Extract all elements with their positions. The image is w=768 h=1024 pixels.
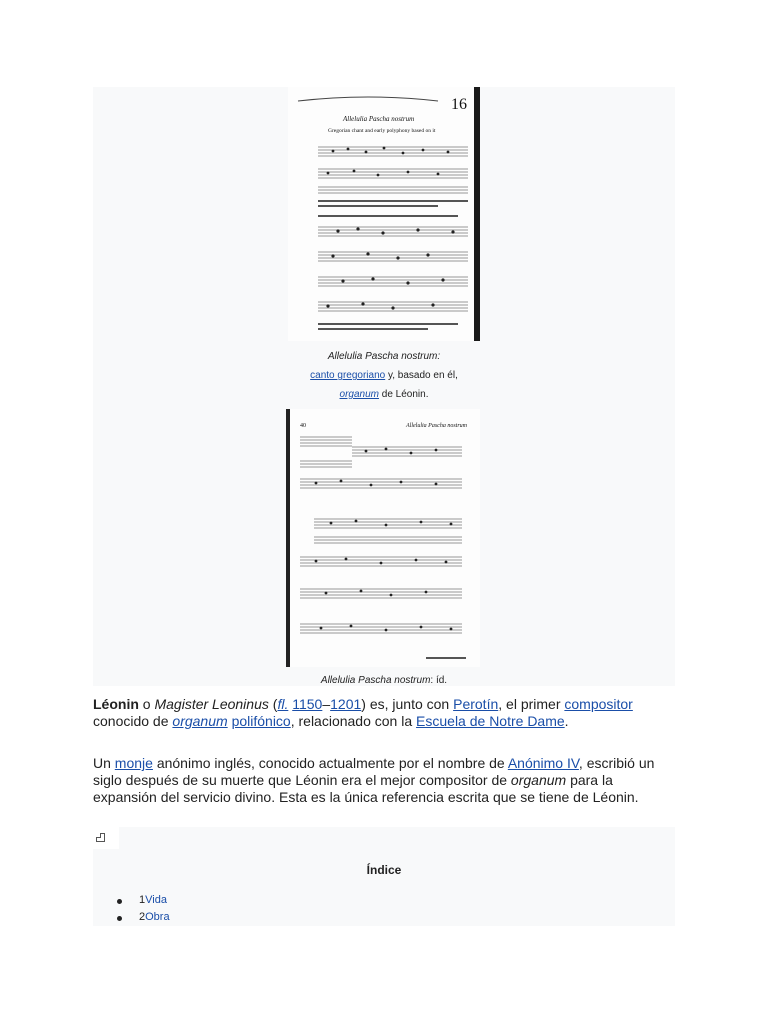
link-floruit[interactable]: fl. [277,696,289,712]
text: conocido de [93,713,173,729]
score-image-top[interactable] [288,87,480,341]
paragraph-intro [93,696,675,730]
table-of-contents [93,827,675,926]
text: para la expansión del servicio divino. Esta es la única referencia escrita que se tiene de Léonin. [93,772,639,805]
link-organum[interactable]: organum [172,713,228,729]
toc-item-vida[interactable] [115,894,170,911]
score-subtitle: Gregorian chant and early polyphony based on it [328,128,436,134]
score-title: Allelulia Pascha nostrum [406,423,467,429]
caption-text: de Léonin. [378,389,429,400]
toc-link-obra[interactable]: Obra [145,911,170,923]
text: , relacionado con la [290,713,417,729]
caption-text: y, basado en él, [385,370,458,381]
link-year-1201[interactable]: 1201 [330,696,362,712]
link-monje[interactable]: monje [114,755,153,771]
score-page-number: 40 [300,423,306,429]
link-year-1150[interactable]: 1150 [292,696,323,712]
toc-number: 2 [139,911,146,923]
toc-number: 1 [139,894,146,906]
score-page-number: 16 [451,96,467,113]
toc-list [115,894,170,928]
link-organum[interactable]: organum [339,389,379,400]
caption-line1: Allelulia Pascha nostrum: [327,351,441,362]
score-title: Allelulia Pascha nostrum [343,115,415,123]
toc-link-vida[interactable]: Vida [145,894,167,906]
text: Un [93,755,115,771]
text: anónimo inglés, conocido actualmente por el nombre de [152,755,508,771]
organum-term: organum [510,772,567,788]
caption-line3 [93,389,675,400]
paragraph-anonimo [93,755,675,806]
toc-toggle[interactable] [93,827,119,849]
link-anonimo-iv[interactable]: Anónimo IV [507,755,579,771]
link-compositor[interactable]: compositor [564,696,633,712]
text: , escribió un siglo después de su muerte que Léonin era el mejor compositor de [93,755,655,788]
caption-top [93,351,675,400]
toc-item-obra[interactable] [115,911,170,928]
link-polifonico[interactable]: polifónico [231,713,291,729]
caption-bottom [93,675,675,686]
text: ( [268,696,278,712]
text: ) es, junto con [361,696,454,712]
text: o [138,696,155,712]
caption-text: : íd. [430,675,448,686]
text: , el primer [498,696,565,712]
caption-line2 [93,370,675,381]
link-escuela-notre-dame[interactable]: Escuela de Notre Dame [416,713,565,729]
subject-name: Léonin [93,696,139,712]
figure-panel [93,87,675,686]
link-canto-gregoriano[interactable]: canto gregoriano [310,370,386,381]
toc-checkbox-icon[interactable] [96,833,105,842]
alt-name: Magister Leoninus [154,696,269,712]
toc-title: Índice [366,863,402,877]
text: – [322,696,331,712]
link-perotin[interactable]: Perotín [453,696,499,712]
score-image-bottom[interactable] [286,409,480,667]
text: . [564,713,569,729]
caption-italic: Allelulia Pascha nostrum [320,675,431,686]
